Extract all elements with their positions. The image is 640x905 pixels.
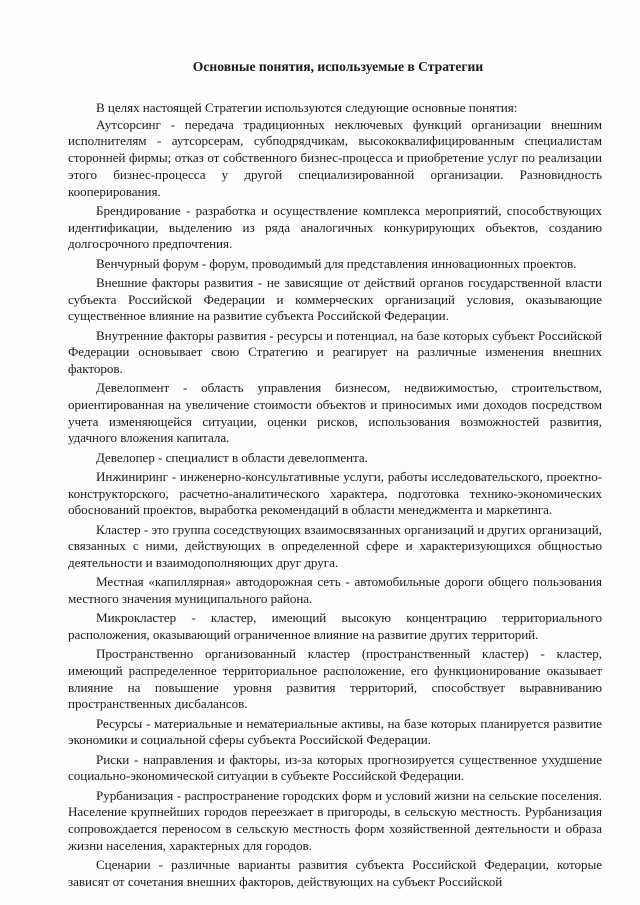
definition-paragraph <box>68 450 602 467</box>
definition-paragraph <box>68 328 602 378</box>
definition-term: Микрокластер <box>96 610 177 626</box>
definition-paragraph <box>68 857 602 890</box>
definition-term: Риски <box>96 751 130 767</box>
definition-term: Внутренние факторы развития <box>96 327 267 343</box>
definition-text: - направления и факторы, из-за которых прогнозируется существенное ухудшение социально-экономической ситуации в субъекте Российской Федерации. <box>68 751 602 784</box>
definition-text: - кластер, имеющий высокую концентрацию территориального расположения, оказывающий ограниченное влияние на развитие других территорий. <box>68 610 602 643</box>
definition-paragraph <box>68 203 602 253</box>
definition-paragraph <box>68 522 602 572</box>
definition-text: - распространение городских форм и условий жизни на сельские поселения. Население крупнейших городов переезжает в пригороды, в сельскую местность. Рурбанизация сопровождается переносом в сельскую местность форм хозяйственной деятельности и образа жизни населения, характерных для городов. <box>68 787 602 853</box>
definition-paragraph <box>68 646 602 713</box>
definition-term: Местная «капиллярная» автодорожная сеть <box>96 574 341 590</box>
definition-paragraph <box>68 610 602 643</box>
definition-text: - форум, проводимый для представления инновационных проектов. <box>198 255 577 271</box>
definition-paragraph <box>68 574 602 607</box>
definition-term: Ресурсы <box>96 715 143 731</box>
definition-term: Аутсорсинг <box>96 116 161 132</box>
definition-paragraph <box>68 752 602 785</box>
definition-text: - материальные и нематериальные активы, на базе которых планируется развитие экономики и социальной сферы субъекта Российской Федерации. <box>68 715 602 748</box>
definition-term: Сценарии <box>96 857 151 873</box>
definition-term: Кластер <box>96 521 141 537</box>
definition-paragraph <box>68 117 602 201</box>
definition-paragraph <box>68 788 602 855</box>
definition-term: Рурбанизация <box>96 787 174 803</box>
document-title: Основные понятия, используемые в Стратегии <box>192 59 484 74</box>
definition-paragraph <box>68 256 602 273</box>
definition-term: Венчурный форум <box>96 255 199 271</box>
definition-term: Девелопмент <box>96 380 170 396</box>
definition-text: - передача традиционных неключевых функций организации внешним исполнителям - аутсорсерам, субподрядчикам, высококвалифицированным специалистам сторонней фирмы; отказ от собственного бизнес-процесса и приобретение услуг по реализации этого бизнес-процесса у другой специализированной организации. Разновидность кооперирования. <box>68 116 602 199</box>
definition-term: Внешние факторы развития <box>96 274 254 290</box>
intro-paragraph: В целях настоящей Стратегии используются следующие основные понятия: <box>96 100 518 115</box>
definition-text: - ресурсы и потенциал, на базе которых субъект Российской Федерации основывает свою Стратегию и реагирует на различные изменения внешних факторов. <box>68 327 602 376</box>
definition-paragraph <box>68 380 602 447</box>
definition-term: Инжиниринг <box>96 468 168 484</box>
definition-text: - кластер, имеющий распределенное территориальное расположение, его функционирование оказывает влияние на повышение уровня развития территорий, способствует выравниванию пространственных дисбалансов. <box>68 646 603 712</box>
definition-text: - разработка и осуществление комплекса мероприятий, способствующих идентификации, выделению из ряда аналогичных конкурирующих объектов, созданию долгосрочного предпочтения. <box>68 202 602 252</box>
definition-text: - это группа соседствующих взаимосвязанных организаций и других организаций, связанных с ними, действующих в определенной сфере и характеризующихся общностью деятельности и взаимодополняющих друг друга. <box>68 521 602 571</box>
definition-paragraph <box>68 716 602 749</box>
definition-text: - специалист в области девелопмента. <box>154 449 368 465</box>
definition-term: Брендирование <box>96 202 181 218</box>
definition-paragraph <box>68 275 602 325</box>
definition-text: - различные варианты развития субъекта Российской Федерации, которые зависят от сочетания внешних факторов, действующих на субъект Российской <box>68 857 602 889</box>
definition-term: Пространственно организованный кластер (пространственный кластер) <box>96 646 529 662</box>
definition-text: - инженерно-консультативные услуги, работы исследовательского, проектно-конструкторского, расчетно-аналитического характера, подготовка технико-экономических обоснований проектов, выработка рекомендаций в области менеджмента и маркетинга. <box>68 468 602 518</box>
definition-text: - не зависящие от действий органов государственной власти субъекта Российской Федерации и коммерческих организаций условия, оказывающие существенное влияние на развитие субъекта Российской Федерации. <box>68 274 602 324</box>
definition-text: - область управления бизнесом, недвижимостью, строительством, ориентированная на увеличение стоимости объектов и приносимых ими доходов посредством учета изменяющейся ситуации, оценки рисков, использования возможностей развития, удачного вложения капитала. <box>68 380 602 446</box>
definition-text: - автомобильные дороги общего пользования местного значения муниципального района. <box>68 574 602 607</box>
definition-term: Девелопер <box>96 449 155 465</box>
definition-paragraph <box>68 469 602 519</box>
